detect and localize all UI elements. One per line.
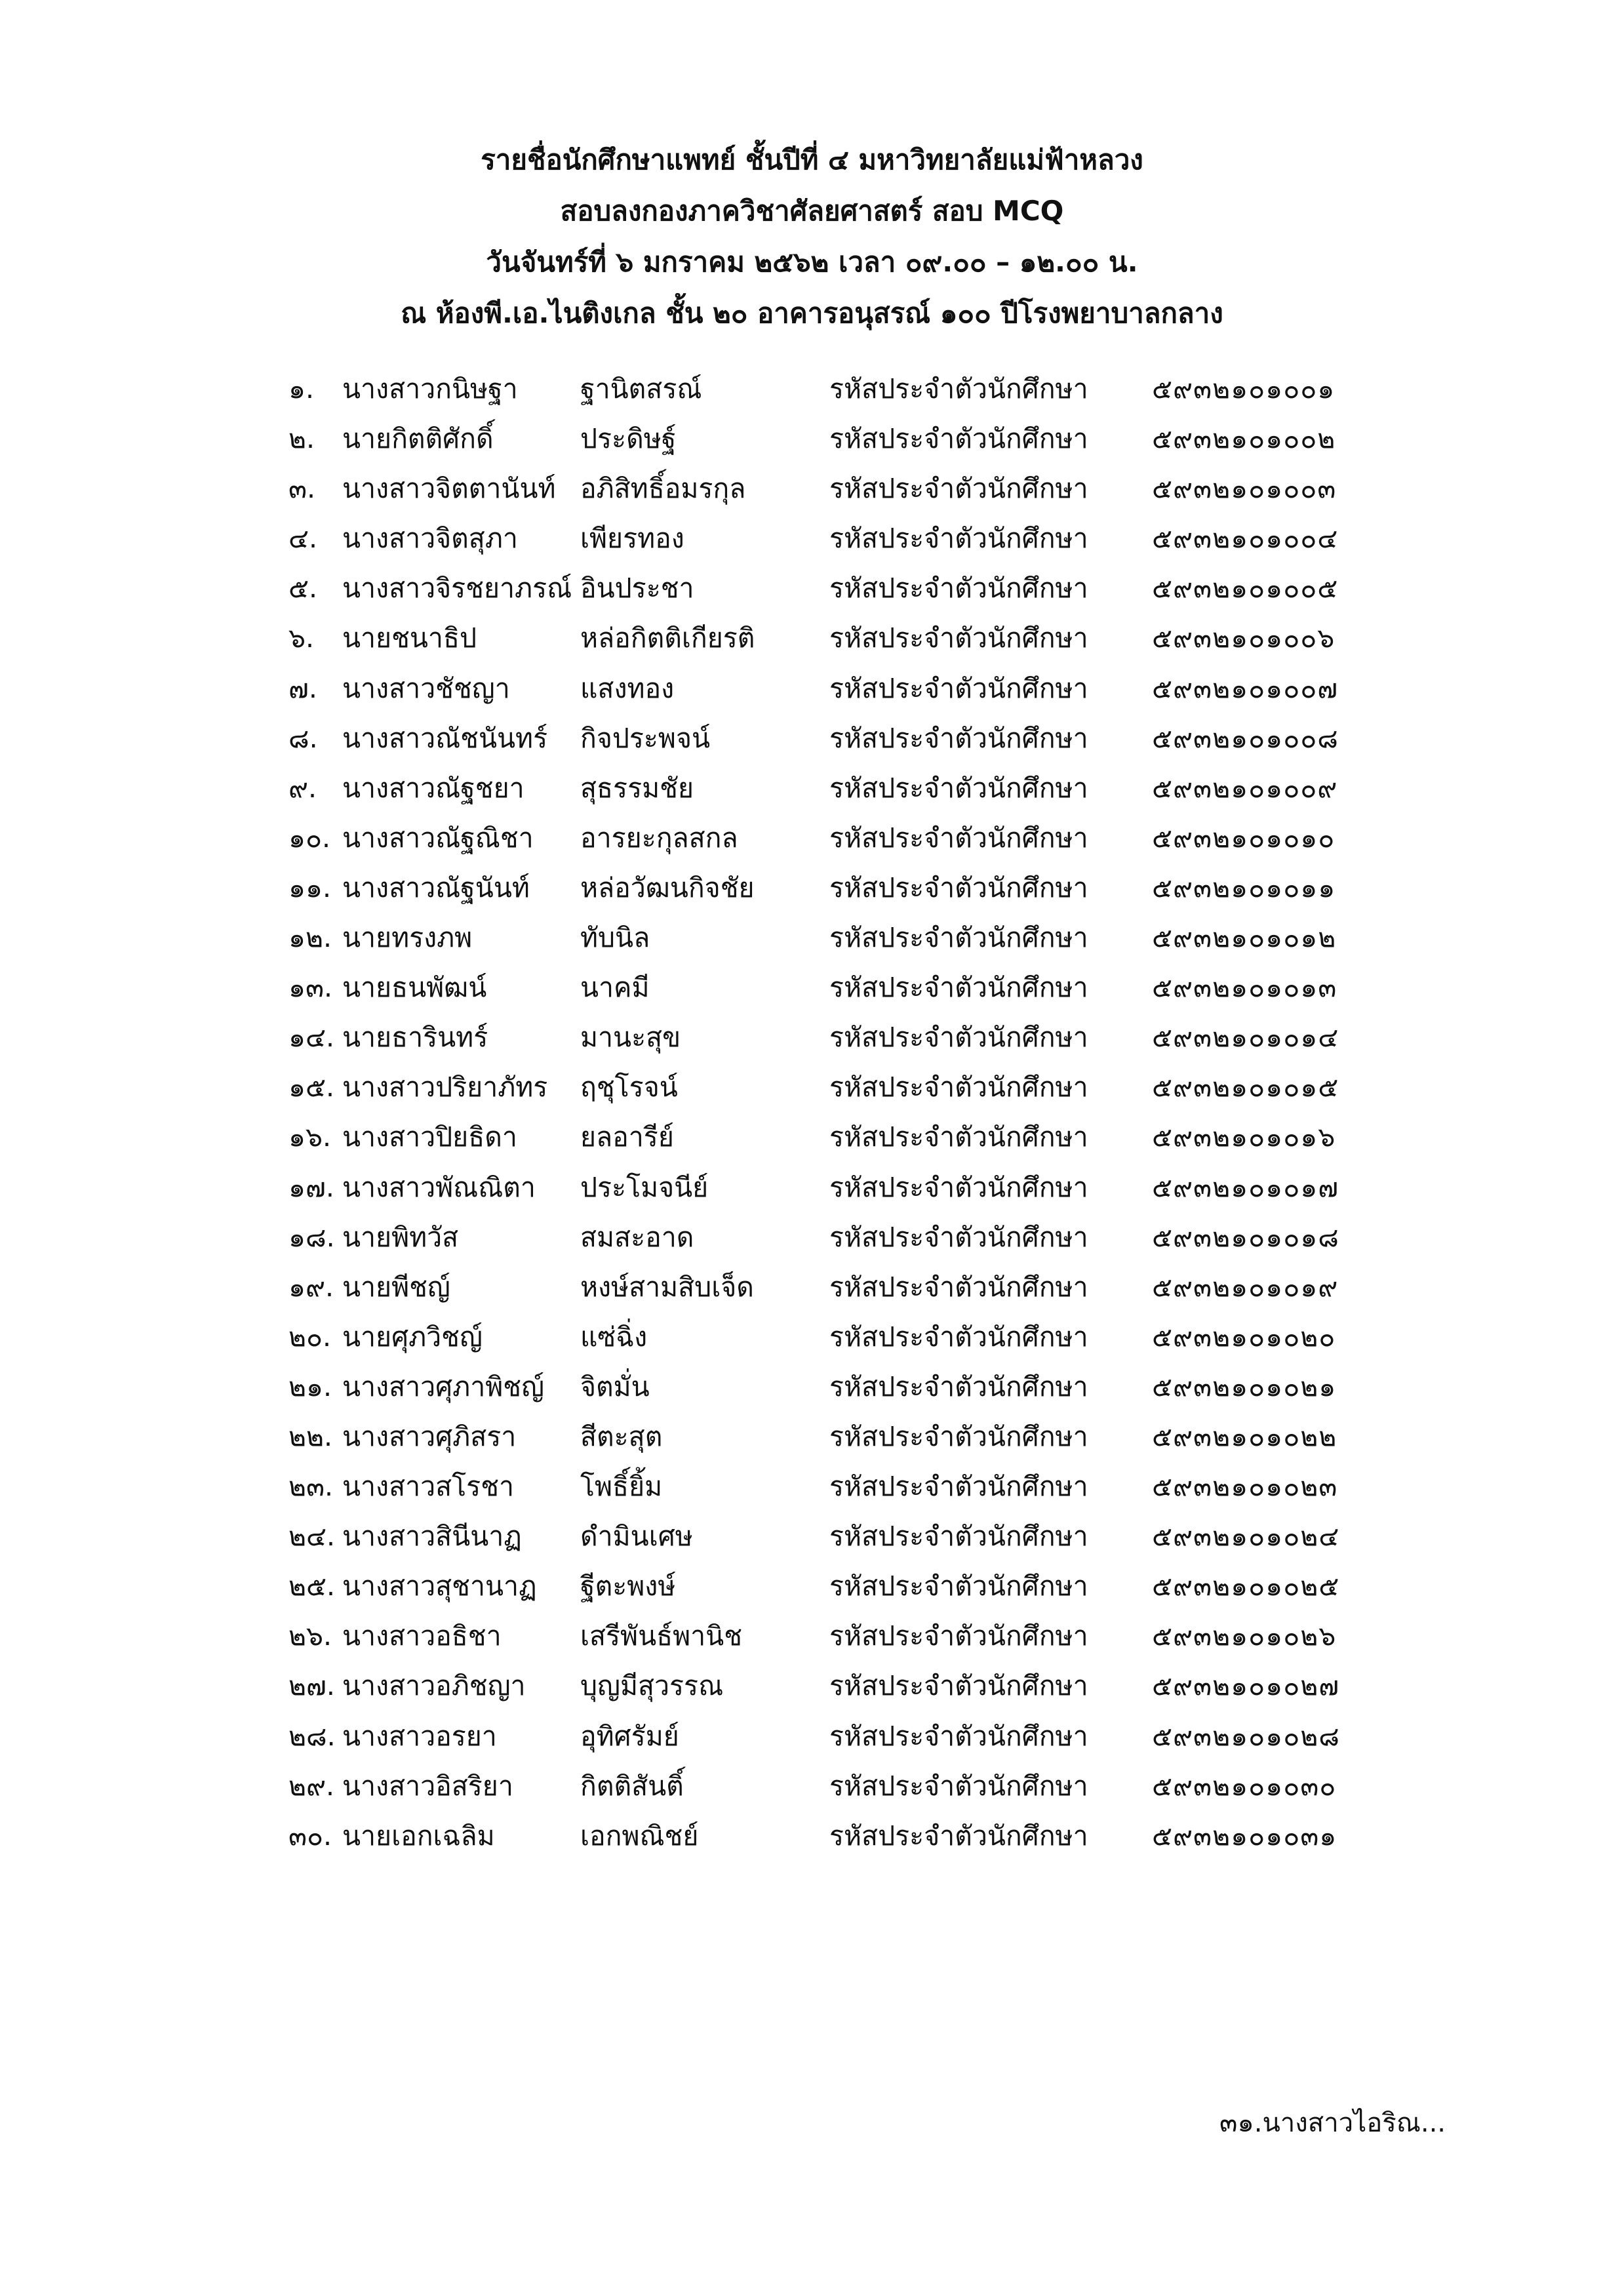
- student-row: [0, 1511, 1624, 1561]
- student-last-name: ทับนิล: [580, 922, 650, 954]
- continuation-note: ๓๑.นางสาวไอริณ...: [1219, 2108, 1446, 2138]
- student-first-name: นายเอกเฉลิม: [342, 1819, 495, 1852]
- student-id: ๕๙๓๒๑๐๑๐๐๑: [1152, 373, 1336, 405]
- student-last-name: ฐีตะพงษ์: [580, 1570, 676, 1602]
- student-first-name: นางสาวศุภาพิชญ์: [342, 1370, 545, 1402]
- student-id-label: รหัสประจำตัวนักศึกษา: [829, 1670, 1088, 1702]
- student-first-name: นางสาวปริยาภัทร: [342, 1071, 548, 1103]
- student-last-name: หงษ์สามสิบเจ็ด: [580, 1271, 754, 1303]
- student-number: ๑๑.: [288, 871, 332, 904]
- student-id-label: รหัสประจำตัวนักศึกษา: [829, 423, 1088, 455]
- student-number: ๑๖.: [288, 1121, 332, 1153]
- student-last-name: อินประชา: [580, 572, 694, 605]
- student-number: ๒๒.: [288, 1420, 333, 1452]
- student-id-label: รหัสประจำตัวนักศึกษา: [829, 572, 1088, 605]
- student-id: ๕๙๓๒๑๐๑๐๐๘: [1152, 722, 1339, 754]
- student-id: ๕๙๓๒๑๐๑๐๑๒: [1152, 922, 1337, 954]
- student-first-name: นางสาวกนิษฐา: [342, 373, 518, 405]
- student-last-name: ฤชุโรจน์: [580, 1071, 678, 1103]
- student-number: ๑๙.: [288, 1271, 334, 1303]
- student-id-label: รหัสประจำตัวนักศึกษา: [829, 972, 1088, 1004]
- student-number: ๓๐.: [288, 1819, 332, 1852]
- student-number: ๑๘.: [288, 1221, 335, 1253]
- student-number: ๒๖.: [288, 1620, 332, 1652]
- student-id-label: รหัสประจำตัวนักศึกษา: [829, 1121, 1088, 1153]
- student-last-name: มานะสุข: [580, 1022, 681, 1054]
- student-row: [0, 1461, 1624, 1511]
- student-id-label: รหัสประจำตัวนักศึกษา: [829, 1071, 1088, 1103]
- student-id: ๕๙๓๒๑๐๑๐๑๔: [1152, 1022, 1339, 1054]
- student-id: ๕๙๓๒๑๐๑๐๒๔: [1152, 1520, 1340, 1553]
- student-id: ๕๙๓๒๑๐๑๐๒๐: [1152, 1321, 1336, 1353]
- student-id-label: รหัสประจำตัวนักศึกษา: [829, 473, 1088, 505]
- student-row: [0, 1362, 1624, 1412]
- student-number: ๑๔.: [288, 1022, 335, 1054]
- student-row: [0, 963, 1624, 1012]
- student-number: ๑๐.: [288, 822, 331, 854]
- student-first-name: นางสาวปิยธิดา: [342, 1121, 517, 1153]
- student-number: ๒๙.: [288, 1770, 335, 1802]
- student-last-name: สีตะสุต: [580, 1420, 663, 1452]
- student-id-label: รหัสประจำตัวนักศึกษา: [829, 722, 1088, 754]
- student-row: [0, 1212, 1624, 1262]
- student-id-label: รหัสประจำตัวนักศึกษา: [829, 1271, 1088, 1303]
- student-last-name: เสรีพันธ์พานิช: [580, 1620, 743, 1652]
- student-first-name: นางสาวพัณณิตา: [342, 1171, 536, 1203]
- student-id: ๕๙๓๒๑๐๑๐๑๐: [1152, 822, 1336, 854]
- student-first-name: นายศุภวิชญ์: [342, 1321, 483, 1353]
- student-last-name: อภิสิทธิ์อมรกุล: [580, 473, 746, 505]
- student-number: ๒๑.: [288, 1370, 332, 1402]
- student-first-name: นายธารินทร์: [342, 1022, 488, 1054]
- student-last-name: กิจประพจน์: [580, 722, 710, 754]
- header-date-line: วันจันทร์ที่ ๖ มกราคม ๒๕๖๒ เวลา ๐๙.๐๐ – ๑๒.๐๐ น.: [486, 246, 1138, 278]
- student-row: [0, 813, 1624, 863]
- student-id-label: รหัสประจำตัวนักศึกษา: [829, 1221, 1088, 1253]
- student-row: [0, 664, 1624, 713]
- student-id-label: รหัสประจำตัวนักศึกษา: [829, 1770, 1088, 1802]
- student-row: [0, 1412, 1624, 1461]
- student-id: ๕๙๓๒๑๐๑๐๓๐: [1152, 1770, 1337, 1802]
- student-number: ๑.: [288, 373, 315, 405]
- student-number: ๖.: [288, 622, 315, 654]
- student-last-name: สุธรรมชัย: [580, 772, 694, 804]
- student-number: ๔.: [288, 523, 318, 555]
- student-row: [0, 913, 1624, 963]
- student-id-label: รหัสประจำตัวนักศึกษา: [829, 1520, 1088, 1553]
- student-number: ๓.: [288, 473, 316, 505]
- student-number: ๑๒.: [288, 922, 332, 954]
- student-row: [0, 1112, 1624, 1162]
- student-first-name: นายพีชญ์: [342, 1271, 450, 1303]
- student-first-name: นางสาวณัฐชยา: [342, 772, 525, 804]
- student-last-name: หล่อกิตติเกียรติ: [580, 622, 755, 654]
- student-row: [0, 713, 1624, 763]
- student-last-name: โพธิ์ยิ้ม: [580, 1471, 663, 1503]
- student-last-name: จิตมั่น: [580, 1370, 650, 1402]
- student-row: [0, 1561, 1624, 1611]
- student-id-label: รหัสประจำตัวนักศึกษา: [829, 672, 1088, 704]
- student-row: [0, 1761, 1624, 1811]
- student-last-name: สมสะอาด: [580, 1221, 694, 1253]
- student-id-label: รหัสประจำตัวนักศึกษา: [829, 871, 1088, 904]
- student-id-label: รหัสประจำตัวนักศึกษา: [829, 822, 1088, 854]
- student-first-name: นางสาวจิตสุภา: [342, 523, 518, 555]
- student-last-name: ประโมจนีย์: [580, 1171, 709, 1203]
- student-row: [0, 613, 1624, 663]
- student-last-name: ดำมินเศษ: [580, 1520, 693, 1553]
- student-last-name: เอกพณิชย์: [580, 1819, 699, 1852]
- student-first-name: นายธนพัฒน์: [342, 972, 487, 1004]
- student-last-name: ยลอารีย์: [580, 1121, 674, 1153]
- student-id-label: รหัสประจำตัวนักศึกษา: [829, 373, 1088, 405]
- student-row: [0, 513, 1624, 563]
- student-last-name: หล่อวัฒนกิจชัย: [580, 871, 755, 904]
- student-row: [0, 364, 1624, 414]
- student-first-name: นางสาวอรยา: [342, 1720, 497, 1752]
- student-first-name: นางสาวสโรชา: [342, 1471, 515, 1503]
- student-id: ๕๙๓๒๑๐๑๐๒๒: [1152, 1420, 1337, 1452]
- student-list: [0, 364, 1624, 1861]
- student-row: [0, 1062, 1624, 1112]
- student-number: ๑๓.: [288, 972, 333, 1004]
- student-id-label: รหัสประจำตัวนักศึกษา: [829, 523, 1088, 555]
- student-last-name: ประดิษฐ์: [580, 423, 677, 455]
- student-id-label: รหัสประจำตัวนักศึกษา: [829, 1720, 1088, 1752]
- student-number: ๙.: [288, 772, 317, 804]
- student-first-name: นางสาวชัชญา: [342, 672, 510, 704]
- student-id: ๕๙๓๒๑๐๑๐๒๖: [1152, 1620, 1337, 1652]
- student-row: [0, 863, 1624, 913]
- student-first-name: นางสาวจิตตานันท์: [342, 473, 556, 505]
- header-exam-line: สอบลงกองภาควิชาศัลยศาสตร์ สอบ MCQ: [560, 195, 1064, 227]
- student-id-label: รหัสประจำตัวนักศึกษา: [829, 1420, 1088, 1452]
- student-first-name: นางสาวศุภิสรา: [342, 1420, 517, 1452]
- student-id: ๕๙๓๒๑๐๑๐๐๒: [1152, 423, 1336, 455]
- student-id: ๕๙๓๒๑๐๑๐๒๑: [1152, 1370, 1337, 1402]
- student-id: ๕๙๓๒๑๐๑๐๑๙: [1152, 1271, 1339, 1303]
- student-id: ๕๙๓๒๑๐๑๐๑๖: [1152, 1121, 1336, 1153]
- student-id-label: รหัสประจำตัวนักศึกษา: [829, 1570, 1088, 1602]
- header-location-line: ณ ห้องพี.เอ.ไนติงเกล ชั้น ๒๐ อาคารอนุสรณ์ ๑๐๐ ปีโรงพยาบาลกลาง: [401, 297, 1223, 329]
- student-row: [0, 1312, 1624, 1362]
- student-row: [0, 464, 1624, 513]
- student-number: ๗.: [288, 672, 317, 704]
- student-last-name: ฐานิตสรณ์: [580, 373, 702, 405]
- student-first-name: นางสาวณัฐณิชา: [342, 822, 534, 854]
- student-row: [0, 1811, 1624, 1861]
- student-id: ๕๙๓๒๑๐๑๐๑๘: [1152, 1221, 1339, 1253]
- student-first-name: นายทรงภพ: [342, 922, 473, 954]
- student-id-label: รหัสประจำตัวนักศึกษา: [829, 1171, 1088, 1203]
- student-id: ๕๙๓๒๑๐๑๐๑๗: [1152, 1171, 1339, 1203]
- student-row: [0, 563, 1624, 613]
- student-last-name: นาคมี: [580, 972, 650, 1004]
- student-id: ๕๙๓๒๑๐๑๐๐๖: [1152, 622, 1336, 654]
- student-id-label: รหัสประจำตัวนักศึกษา: [829, 922, 1088, 954]
- student-id: ๕๙๓๒๑๐๑๐๐๙: [1152, 772, 1338, 804]
- student-first-name: นางสาวจิรชยาภรณ์: [342, 572, 572, 605]
- student-row: [0, 1661, 1624, 1711]
- student-row: [0, 1711, 1624, 1761]
- student-last-name: แสงทอง: [580, 672, 675, 704]
- student-id-label: รหัสประจำตัวนักศึกษา: [829, 1370, 1088, 1402]
- student-id: ๕๙๓๒๑๐๑๐๒๕: [1152, 1570, 1340, 1602]
- student-id: ๕๙๓๒๑๐๑๐๐๔: [1152, 523, 1339, 555]
- student-first-name: นางสาวอภิชญา: [342, 1670, 526, 1702]
- student-id: ๕๙๓๒๑๐๑๐๒๘: [1152, 1720, 1340, 1752]
- student-row: [0, 1012, 1624, 1062]
- student-id: ๕๙๓๒๑๐๑๐๐๕: [1152, 572, 1339, 605]
- student-first-name: นางสาวอธิชา: [342, 1620, 502, 1652]
- student-id-label: รหัสประจำตัวนักศึกษา: [829, 1022, 1088, 1054]
- student-first-name: นางสาวอิสริยา: [342, 1770, 513, 1802]
- student-id-label: รหัสประจำตัวนักศึกษา: [829, 1819, 1088, 1852]
- student-first-name: นายชนาธิป: [342, 622, 477, 654]
- student-id-label: รหัสประจำตัวนักศึกษา: [829, 1471, 1088, 1503]
- student-first-name: นางสาวณัชนันทร์: [342, 722, 548, 754]
- student-last-name: เพียรทอง: [580, 523, 684, 555]
- student-row: [0, 1162, 1624, 1212]
- student-first-name: นายพิทวัส: [342, 1221, 459, 1253]
- student-number: ๒๗.: [288, 1670, 335, 1702]
- student-id: ๕๙๓๒๑๐๑๐๐๓: [1152, 473, 1337, 505]
- student-last-name: บุญมีสุวรรณ: [580, 1670, 724, 1702]
- student-number: ๑๗.: [288, 1171, 334, 1203]
- student-row: [0, 1262, 1624, 1312]
- student-id: ๕๙๓๒๑๐๑๐๐๗: [1152, 672, 1339, 704]
- student-id: ๕๙๓๒๑๐๑๐๒๗: [1152, 1670, 1340, 1702]
- student-id: ๕๙๓๒๑๐๑๐๓๑: [1152, 1819, 1337, 1852]
- student-last-name: อารยะกุลสกล: [580, 822, 738, 854]
- student-number: ๒๕.: [288, 1570, 336, 1602]
- student-number: ๒๓.: [288, 1471, 334, 1503]
- student-id: ๕๙๓๒๑๐๑๐๒๓: [1152, 1471, 1338, 1503]
- student-first-name: นางสาวณัฐนันท์: [342, 871, 530, 904]
- student-number: ๒.: [288, 423, 315, 455]
- student-number: ๑๕.: [288, 1071, 335, 1103]
- student-id: ๕๙๓๒๑๐๑๐๑๓: [1152, 972, 1337, 1004]
- student-last-name: แซ่ฉิ่ง: [580, 1321, 648, 1353]
- student-first-name: นางสาวสุชานาฏ: [342, 1570, 537, 1602]
- student-number: ๕.: [288, 572, 318, 605]
- student-last-name: กิตติสันติ์: [580, 1770, 684, 1802]
- student-last-name: อุทิศรัมย์: [580, 1720, 679, 1752]
- student-first-name: นายกิตติศักดิ์: [342, 423, 494, 455]
- student-number: ๘.: [288, 722, 318, 754]
- student-id-label: รหัสประจำตัวนักศึกษา: [829, 1620, 1088, 1652]
- student-number: ๒๔.: [288, 1520, 336, 1553]
- student-first-name: นางสาวสินีนาฏ: [342, 1520, 522, 1553]
- header-title-line: รายชื่อนักศึกษาแพทย์ ชั้นปีที่ ๔ มหาวิทยาลัยแม่ฟ้าหลวง: [481, 144, 1143, 176]
- student-row: [0, 1611, 1624, 1661]
- student-row: [0, 763, 1624, 813]
- student-id: ๕๙๓๒๑๐๑๐๑๕: [1152, 1071, 1339, 1103]
- student-id-label: รหัสประจำตัวนักศึกษา: [829, 1321, 1088, 1353]
- student-id: ๕๙๓๒๑๐๑๐๑๑: [1152, 871, 1336, 904]
- student-id-label: รหัสประจำตัวนักศึกษา: [829, 622, 1088, 654]
- student-number: ๒๐.: [288, 1321, 332, 1353]
- student-row: [0, 414, 1624, 464]
- student-id-label: รหัสประจำตัวนักศึกษา: [829, 772, 1088, 804]
- student-number: ๒๘.: [288, 1720, 336, 1752]
- document-header: [0, 134, 1624, 339]
